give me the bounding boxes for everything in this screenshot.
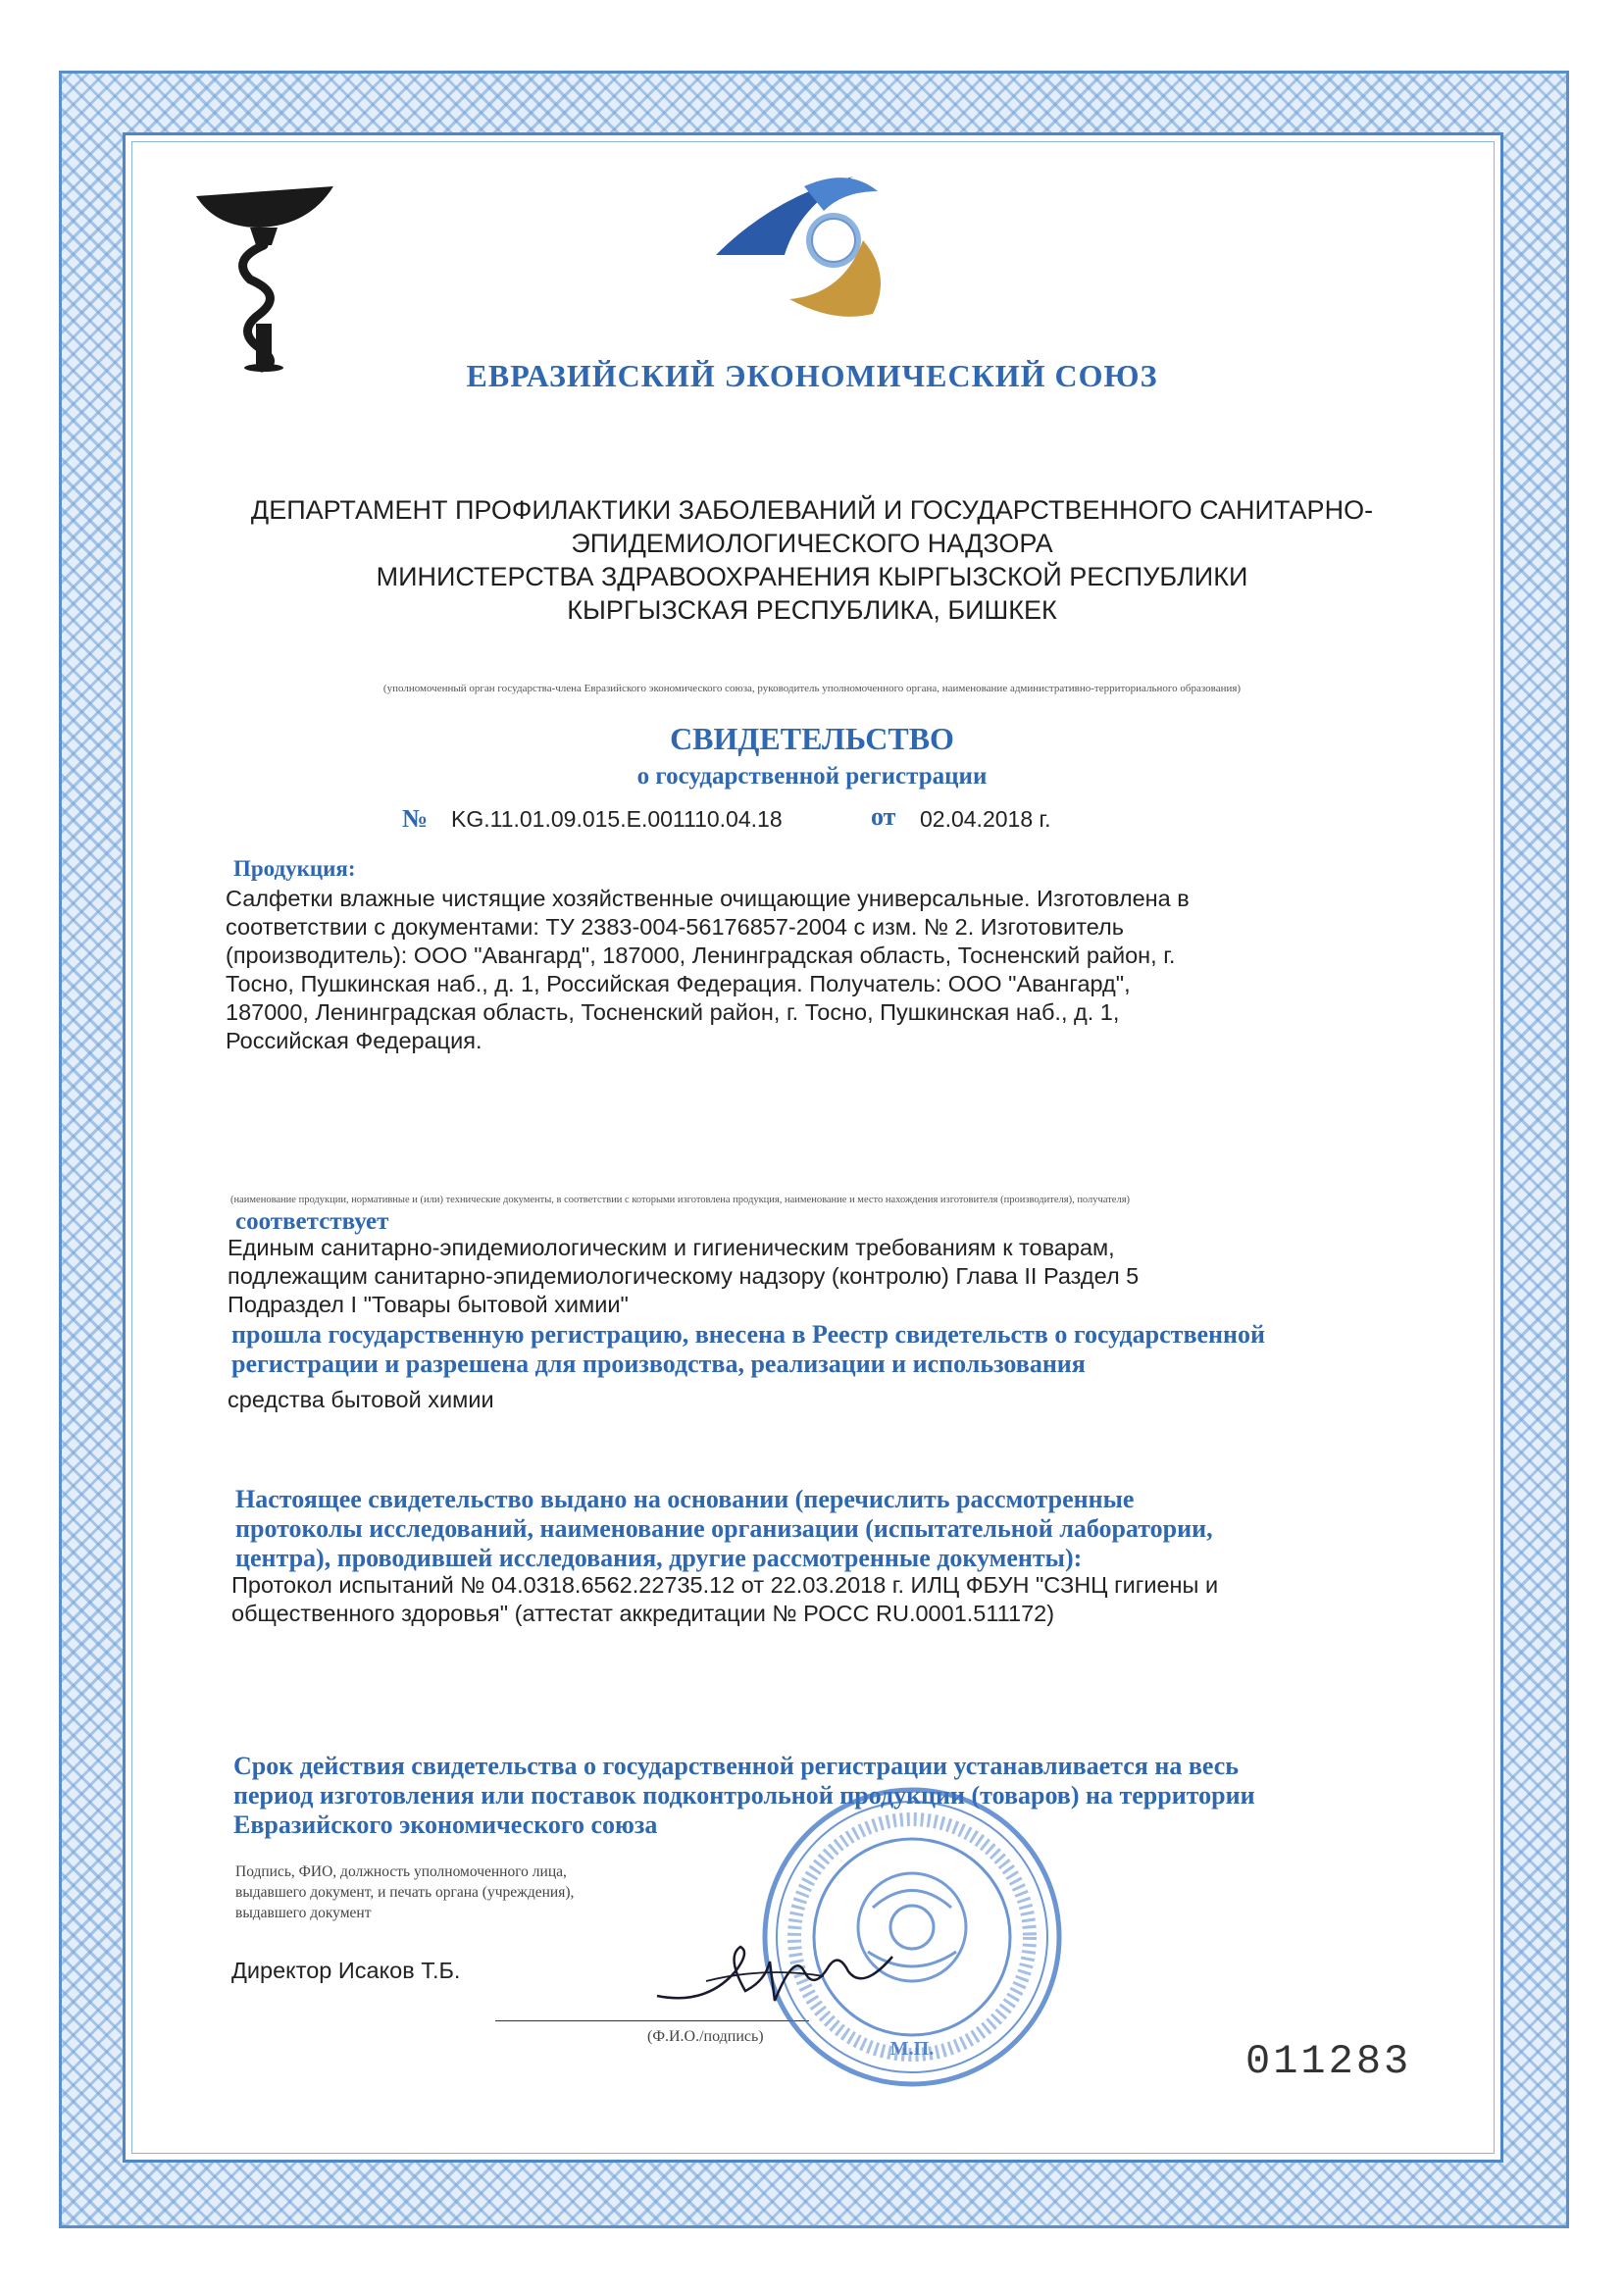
certificate-subtitle: о государственной регистрации <box>636 763 988 790</box>
department-line: КЫРГЫЗСКАЯ РЕСПУБЛИКА, БИШКЕК <box>567 595 1057 625</box>
fio-label: (Ф.И.О./подпись) <box>647 2028 764 2045</box>
product-note: (наименование продукции, нормативные и (или) технические документы, в соответствии с которыми изготовлена продукция, наименование и место нахождения изготовителя (производителя), получателя) <box>230 1195 1131 1205</box>
certificate-title: СВИДЕТЕЛЬСТВО <box>670 721 954 756</box>
signature-icon <box>647 1912 902 2020</box>
product-description: Салфетки влажные чистящие хозяйственные очищающие универсальные. Изготовлена в соответствии с документами: ТУ 2383-004-56176857-2004 с изм. № 2. Изготовитель (производитель): ООО "Авангард", 187000, Ленинградская область, Тосненский район, г. Тосно, Пушкинская наб., д. 1, Российская Федерация. Получатель: ООО "Авангард", 187000, Ленинградская область, Тосненский район, г. Тосно, Пушкинская наб., д. 1, Российская Федерация. <box>226 886 1190 1053</box>
registration-statement: прошла государственную регистрацию, внесена в Реестр свидетельств о государственной регистрации и разрешена для производства, реализации и использования <box>231 1320 1265 1378</box>
conformity-text: Единым санитарно-эпидемиологическим и гигиеническим требованиям к товарам, подлежащим санитарно-эпидемиологическому надзору (контролю) Глава II Раздел 5 Подраздел I "Товары бытовой химии" <box>228 1235 1140 1317</box>
conformity-label: соответствует <box>235 1208 389 1235</box>
signature-note: Подпись, ФИО, должность уполномоченного лица, выдавшего документ, и печать органа (учреждения), выдавшего документ <box>235 1863 575 1921</box>
authority-note: (уполномоченный орган государства-члена Евразийского экономического союза, руководитель уполномоченного органа, наименование административно-территориального образования) <box>382 683 1242 694</box>
serial-number: 011283 <box>1245 2038 1412 2085</box>
seal-label: М.П. <box>889 2038 935 2060</box>
validity-statement: Срок действия свидетельства о государственной регистрации устанавливается на весь период изготовления или поставок подконтрольной продукции (товаров) на территории Евразийского экономического союза <box>233 1752 1255 1839</box>
date-from-label: от <box>871 802 896 831</box>
number-sign: № <box>402 804 429 833</box>
department-line: МИНИСТЕРСТВА ЗДРАВООХРАНЕНИЯ КЫРГЫЗСКОЙ РЕСПУБЛИКИ <box>376 562 1248 591</box>
certificate-date: 02.04.2018 г. <box>920 806 1051 832</box>
eaeu-emblem-icon <box>706 167 941 324</box>
registration-purpose: средства бытовой химии <box>228 1387 494 1412</box>
certificate-number: KG.11.01.09.015.E.001110.04.18 <box>451 806 783 832</box>
signer-name: Директор Исаков Т.Б. <box>231 1958 461 1983</box>
department-line: ДЕПАРТАМЕНТ ПРОФИЛАКТИКИ ЗАБОЛЕВАНИЙ И ГОСУДАРСТВЕННОГО САНИТАРНО- <box>250 495 1374 525</box>
basis-title: Настоящее свидетельство выдано на основании (перечислить рассмотренные протоколы исследований, наименование организации (испытательной лаборатории, центра), проводившей исследования, другие рассмотренные документы): <box>235 1485 1213 1572</box>
department-line: ЭПИДЕМИОЛОГИЧЕСКОГО НАДЗОРА <box>571 529 1053 558</box>
product-label: Продукция: <box>233 856 356 881</box>
union-title: ЕВРАЗИЙСКИЙ ЭКОНОМИЧЕСКИЙ СОЮЗ <box>466 358 1158 393</box>
basis-text: Протокол испытаний № 04.0318.6562.22735.12 от 22.03.2018 г. ИЛЦ ФБУН "СЗНЦ гигиены и общественного здоровья" (аттестат аккредитации № РОСС RU.0001.511172) <box>231 1572 1219 1626</box>
bowl-of-hygieia-icon <box>191 167 338 373</box>
